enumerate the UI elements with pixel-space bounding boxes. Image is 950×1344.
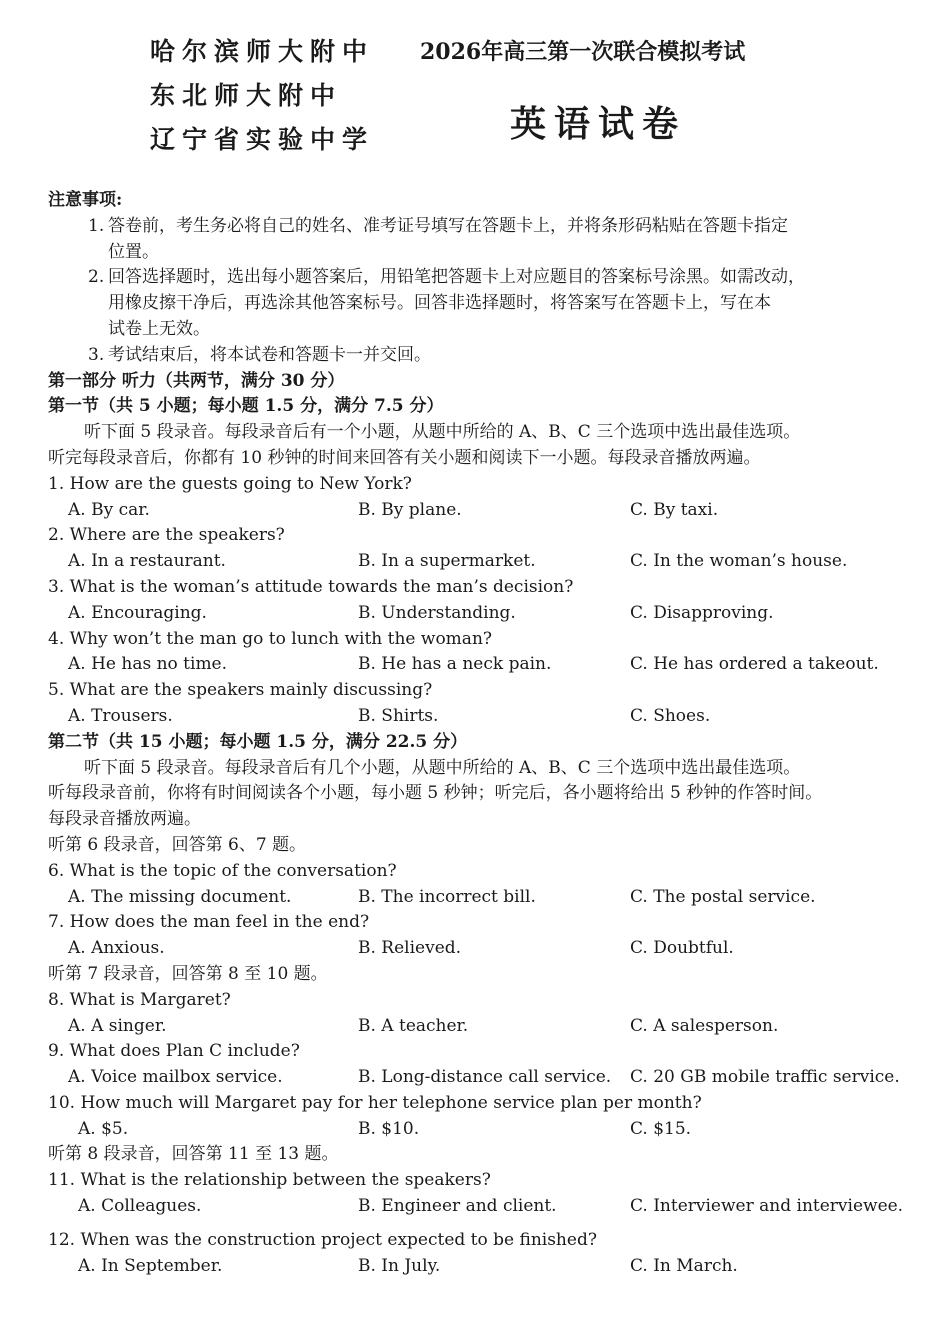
option-b: B. A teacher.	[358, 1015, 469, 1036]
option-a: A. Anxious.	[68, 938, 165, 959]
option-b: B. Engineer and client.	[358, 1196, 557, 1217]
question-text: 1. How are the guests going to New York?	[48, 473, 412, 494]
option-b: B. By plane.	[358, 499, 462, 520]
option-b: B. Relieved.	[358, 938, 462, 959]
notice-number: 3.	[88, 344, 105, 365]
question-text: 4. Why won’t the man go to lunch with the woman?	[48, 628, 493, 649]
option-a: A. A singer.	[68, 1015, 167, 1036]
option-a: A. In September.	[78, 1255, 223, 1276]
notice-item	[48, 265, 918, 342]
notice-text: 用橡皮擦干净后，再选涂其他答案标号。回答非选择题时，将答案写在答题卡上，写在本	[108, 293, 771, 314]
notice-title: 注意事项:	[48, 190, 123, 210]
option-c: C. In March.	[630, 1255, 738, 1276]
section-instructions: 听完每段录音后，你都有 10 秒钟的时间来回答有关小题和阅读下一小题。每段录音播放两遍。	[48, 447, 761, 468]
notice-text: 考试结束后，将本试卷和答题卡一并交回。	[108, 344, 431, 365]
option-c: C. In the woman’s house.	[630, 551, 848, 572]
question-options	[48, 1194, 918, 1220]
option-c: C. The postal service.	[630, 886, 816, 907]
question-text: 10. How much will Margaret pay for her telephone service plan per month?	[48, 1092, 702, 1113]
option-c: C. Disapproving.	[630, 602, 774, 623]
group-label: 听第 6 段录音，回答第 6、7 题。	[48, 834, 307, 855]
option-a: A. Colleagues.	[78, 1196, 202, 1217]
notice-text: 试卷上无效。	[108, 318, 210, 339]
section-instructions: 每段录音播放两遍。	[48, 809, 201, 830]
option-a: A. Trousers.	[68, 705, 173, 726]
option-c: C. Interviewer and interviewee.	[630, 1196, 904, 1217]
question-options	[48, 1254, 918, 1280]
part-title: 第一部分 听力（共两节，满分 30 分）	[48, 370, 345, 391]
notice-number: 2.	[88, 267, 105, 288]
question-options	[48, 1014, 918, 1040]
question-options	[48, 1117, 918, 1143]
question-options	[48, 652, 918, 678]
exam-content	[48, 188, 918, 1279]
question-text: 3. What is the woman’s attitude towards the man’s decision?	[48, 576, 574, 597]
option-b: B. Long-distance call service.	[358, 1067, 612, 1088]
option-c: C. Shoes.	[630, 705, 711, 726]
option-a: A. Encouraging.	[68, 602, 207, 623]
option-c: C. A salesperson.	[630, 1015, 779, 1036]
option-b: B. Shirts.	[358, 705, 439, 726]
section-title: 第二节（共 15 小题；每小题 1.5 分，满分 22.5 分）	[48, 731, 468, 752]
question-options	[48, 601, 918, 627]
option-a: A. In a restaurant.	[68, 551, 226, 572]
spacer	[48, 1220, 918, 1228]
question-text: 7. How does the man feel in the end?	[48, 912, 370, 933]
option-c: C. $15.	[630, 1118, 692, 1139]
group-label: 听第 8 段录音，回答第 11 至 13 题。	[48, 1144, 339, 1165]
section-instructions: 听下面 5 段录音。每段录音后有几个小题，从题中所给的 A、B、C 三个选项中选出最佳选项。	[84, 757, 801, 778]
notice-text: 回答选择题时，选出每小题答案后，用铅笔把答题卡上对应题目的答案标号涂黑。如需改动，	[108, 267, 805, 288]
school-name: 辽宁省实验中学	[150, 125, 375, 154]
option-a: A. Voice mailbox service.	[68, 1067, 283, 1088]
notice-item	[48, 214, 918, 266]
option-b: B. Understanding.	[358, 602, 516, 623]
question-text: 12. When was the construction project expected to be finished?	[48, 1229, 597, 1250]
option-a: A. He has no time.	[68, 654, 228, 675]
option-c: C. 20 GB mobile traffic service.	[630, 1067, 900, 1088]
question-options	[48, 549, 918, 575]
school-name: 哈尔滨师大附中	[150, 37, 375, 66]
option-b: B. In July.	[358, 1255, 441, 1276]
notice-item	[48, 343, 918, 369]
subject-title: 英语试卷	[510, 103, 687, 145]
question-options	[48, 1065, 918, 1091]
option-a: A. $5.	[78, 1118, 129, 1139]
question-text: 2. Where are the speakers?	[48, 525, 285, 546]
option-c: C. He has ordered a takeout.	[630, 654, 879, 675]
question-text: 11. What is the relationship between the speakers?	[48, 1170, 491, 1191]
section-title: 第一节（共 5 小题；每小题 1.5 分，满分 7.5 分）	[48, 396, 444, 417]
question-text: 6. What is the topic of the conversation?	[48, 860, 397, 881]
group-label: 听第 7 段录音，回答第 8 至 10 题。	[48, 963, 328, 984]
option-c: C. By taxi.	[630, 499, 719, 520]
question-options	[48, 704, 918, 730]
option-a: A. The missing document.	[68, 886, 292, 907]
notice-number: 1.	[88, 215, 105, 236]
section-instructions: 听下面 5 段录音。每段录音后有一个小题，从题中所给的 A、B、C 三个选项中选出最佳选项。	[84, 422, 801, 443]
section-instructions: 听每段录音前，你将有时间阅读各个小题，每小题 5 秒钟；听完后，各小题将给出 5 秒钟的作答时间。	[48, 783, 823, 804]
option-b: B. In a supermarket.	[358, 551, 536, 572]
question-options	[48, 936, 918, 962]
option-c: C. Doubtful.	[630, 938, 734, 959]
option-b: B. $10.	[358, 1118, 420, 1139]
option-b: B. The incorrect bill.	[358, 886, 536, 907]
question-text: 8. What is Margaret?	[48, 989, 231, 1010]
option-a: A. By car.	[68, 499, 150, 520]
school-names	[150, 30, 400, 162]
notice-text: 答卷前，考生务必将自己的姓名、准考证号填写在答题卡上，并将条形码粘贴在答题卡指定	[108, 215, 788, 236]
exam-name: 2026年高三第一次联合模拟考试	[420, 39, 746, 65]
question-text: 9. What does Plan C include?	[48, 1041, 300, 1062]
school-name: 东北师大附中	[150, 81, 343, 110]
option-b: B. He has a neck pain.	[358, 654, 552, 675]
question-options	[48, 498, 918, 524]
question-options	[48, 885, 918, 911]
question-text: 5. What are the speakers mainly discussing?	[48, 680, 433, 701]
notice-text: 位置。	[108, 241, 159, 262]
